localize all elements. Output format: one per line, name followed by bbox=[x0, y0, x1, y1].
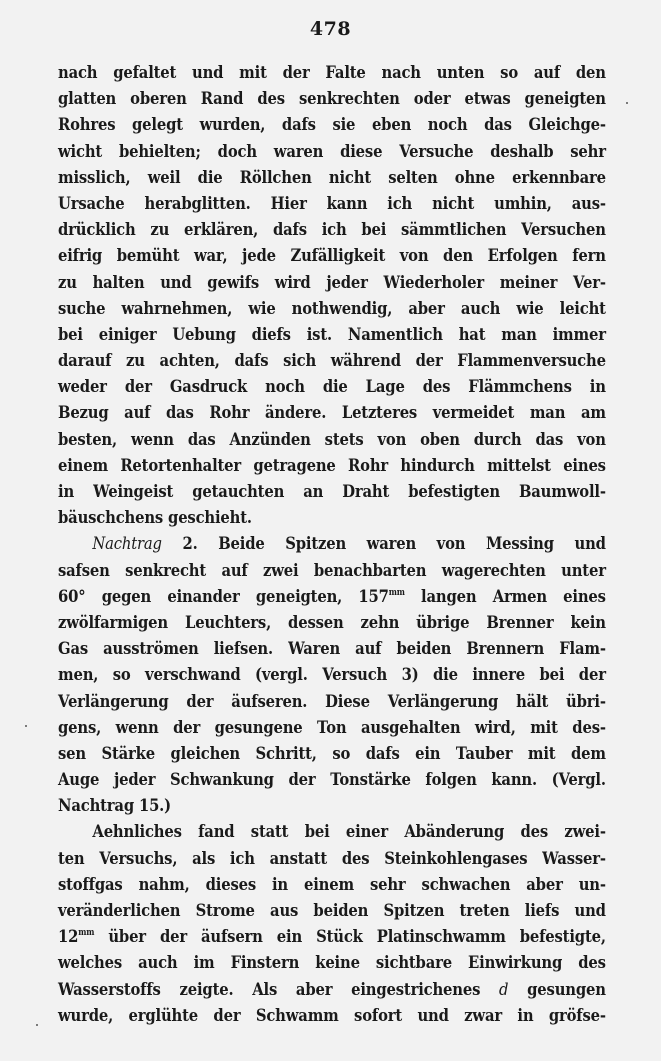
text-line bbox=[58, 662, 606, 688]
text-line bbox=[58, 427, 606, 453]
text-line bbox=[58, 584, 606, 610]
text-line bbox=[58, 715, 606, 741]
text-line bbox=[58, 453, 606, 479]
text-line bbox=[58, 60, 606, 86]
text-segment: zu halten und gewifs wird jeder Wiederholer meiner Ver- bbox=[58, 272, 606, 293]
scan-speck bbox=[626, 102, 628, 104]
italic-heading: Nachtrag bbox=[92, 534, 162, 555]
text-segment: men, so verschwand (vergl. Versuch 3) die innere bei der bbox=[58, 665, 606, 686]
text-segment: bei einiger Uebung diefs ist. Namentlich hat man immer bbox=[58, 324, 606, 345]
text-line bbox=[58, 1003, 606, 1029]
text-line bbox=[58, 977, 606, 1003]
text-line bbox=[58, 872, 606, 898]
text-line bbox=[58, 165, 606, 191]
text-segment: drücklich zu erklären, dafs ich bei sämmtlichen Versuchen bbox=[58, 220, 606, 241]
text-line bbox=[58, 270, 606, 296]
text-segment: misslich, weil die Röllchen nicht selten ohne erkennbare bbox=[58, 167, 606, 188]
scan-speck bbox=[36, 1024, 38, 1026]
scan-speck bbox=[25, 725, 27, 727]
text-segment: Auge jeder Schwankung der Tonstärke folgen kann. (Vergl. bbox=[58, 770, 606, 791]
text-line bbox=[58, 243, 606, 269]
body-text bbox=[58, 60, 606, 1029]
text-segment: gens, wenn der gesungene Ton ausgehalten wird, mit des- bbox=[58, 717, 606, 738]
unit-superscript: mm bbox=[388, 587, 405, 598]
text-line bbox=[58, 610, 606, 636]
text-segment: Nachtrag 15.) bbox=[58, 796, 171, 817]
text-line bbox=[58, 741, 606, 767]
text-line bbox=[58, 322, 606, 348]
text-line bbox=[58, 86, 606, 112]
text-line bbox=[58, 689, 606, 715]
text-line bbox=[58, 636, 606, 662]
italic-note-name: d bbox=[499, 979, 509, 1000]
text-segment: nach gefaltet und mit der Falte nach unten so auf den bbox=[58, 63, 606, 83]
text-line bbox=[58, 767, 606, 793]
text-segment: bäuschchens geschieht. bbox=[58, 508, 252, 529]
text-line bbox=[58, 924, 606, 950]
text-segment: eifrig bemüht war, jede Zufälligkeit von den Erfolgen fern bbox=[58, 246, 606, 267]
text-line bbox=[58, 348, 606, 374]
text-segment: Aehnliches fand statt bei einer Abänderung des zwei- bbox=[92, 822, 606, 843]
text-segment: Verlängerung der äufseren. Diese Verlängerung hält übri- bbox=[58, 691, 606, 712]
text-segment: weder der Gasdruck noch die Lage des Flämmchens in bbox=[58, 377, 606, 398]
text-line bbox=[58, 846, 606, 872]
text-segment: Rohres gelegt wurden, dafs sie eben noch das Gleichge- bbox=[58, 115, 606, 136]
text-line bbox=[58, 479, 606, 505]
unit-superscript: mm bbox=[78, 928, 95, 939]
text-segment: 60° gegen einander geneigten, 157 bbox=[58, 586, 389, 607]
text-segment: besten, wenn das Anzünden stets von oben durch das von bbox=[58, 429, 606, 450]
text-line bbox=[58, 217, 606, 243]
text-line bbox=[58, 898, 606, 924]
text-line bbox=[58, 950, 606, 976]
text-segment: safsen senkrecht auf zwei benachbarten wagerechten unter bbox=[58, 560, 606, 581]
text-line bbox=[58, 558, 606, 584]
text-segment: 12 bbox=[58, 927, 79, 948]
text-segment: darauf zu achten, dafs sich während der Flammenversuche bbox=[58, 351, 606, 372]
page-number: 478 bbox=[309, 18, 352, 40]
text-segment: sen Stärke gleichen Schritt, so dafs ein Tauber mit dem bbox=[58, 743, 606, 764]
text-segment: stoffgas nahm, dieses in einem sehr schwachen aber un- bbox=[58, 874, 606, 895]
text-segment: über der äufsern ein Stück Platinschwamm befestigte, bbox=[94, 927, 606, 948]
text-segment: in Weingeist getauchten an Draht befestigten Baumwoll- bbox=[58, 482, 606, 502]
text-segment: gesungen bbox=[508, 979, 606, 1000]
text-segment: wurde, erglühte der Schwamm sofort und zwar in gröfse- bbox=[58, 1005, 606, 1026]
text-line bbox=[58, 793, 606, 819]
text-line bbox=[58, 296, 606, 322]
text-line bbox=[58, 505, 606, 531]
text-line bbox=[58, 139, 606, 165]
text-line bbox=[58, 112, 606, 138]
text-segment: Bezug auf das Rohr ändere. Letzteres vermeidet man am bbox=[58, 403, 606, 424]
text-segment: veränderlichen Strome aus beiden Spitzen treten liefs und bbox=[58, 901, 606, 921]
text-line bbox=[58, 191, 606, 217]
text-line bbox=[58, 400, 606, 426]
text-segment: glatten oberen Rand des senkrechten oder etwas geneigten bbox=[58, 89, 606, 110]
text-line bbox=[58, 819, 606, 845]
text-segment: wicht behielten; doch waren diese Versuche deshalb sehr bbox=[58, 141, 606, 162]
text-segment: Gas ausströmen liefsen. Waren auf beiden Brennern Flam- bbox=[58, 639, 606, 660]
text-segment: 2. Beide Spitzen waren von Messing und bbox=[161, 534, 606, 555]
text-segment: ten Versuchs, als ich anstatt des Steinkohlengases Wasser- bbox=[58, 848, 606, 869]
text-segment: einem Retortenhalter getragene Rohr hindurch mittelst eines bbox=[58, 455, 606, 476]
text-segment: Ursache herabglitten. Hier kann ich nicht umhin, aus- bbox=[58, 193, 606, 214]
text-segment: zwölfarmigen Leuchters, dessen zehn übrige Brenner kein bbox=[58, 612, 606, 633]
text-line bbox=[58, 374, 606, 400]
text-segment: Wasserstoffs zeigte. Als aber eingestrichenes bbox=[58, 979, 500, 1000]
text-segment: welches auch im Finstern keine sichtbare Einwirkung des bbox=[58, 953, 606, 974]
text-segment: langen Armen eines bbox=[404, 586, 606, 607]
text-line bbox=[58, 531, 606, 557]
text-segment: suche wahrnehmen, wie nothwendig, aber auch wie leicht bbox=[58, 298, 606, 319]
